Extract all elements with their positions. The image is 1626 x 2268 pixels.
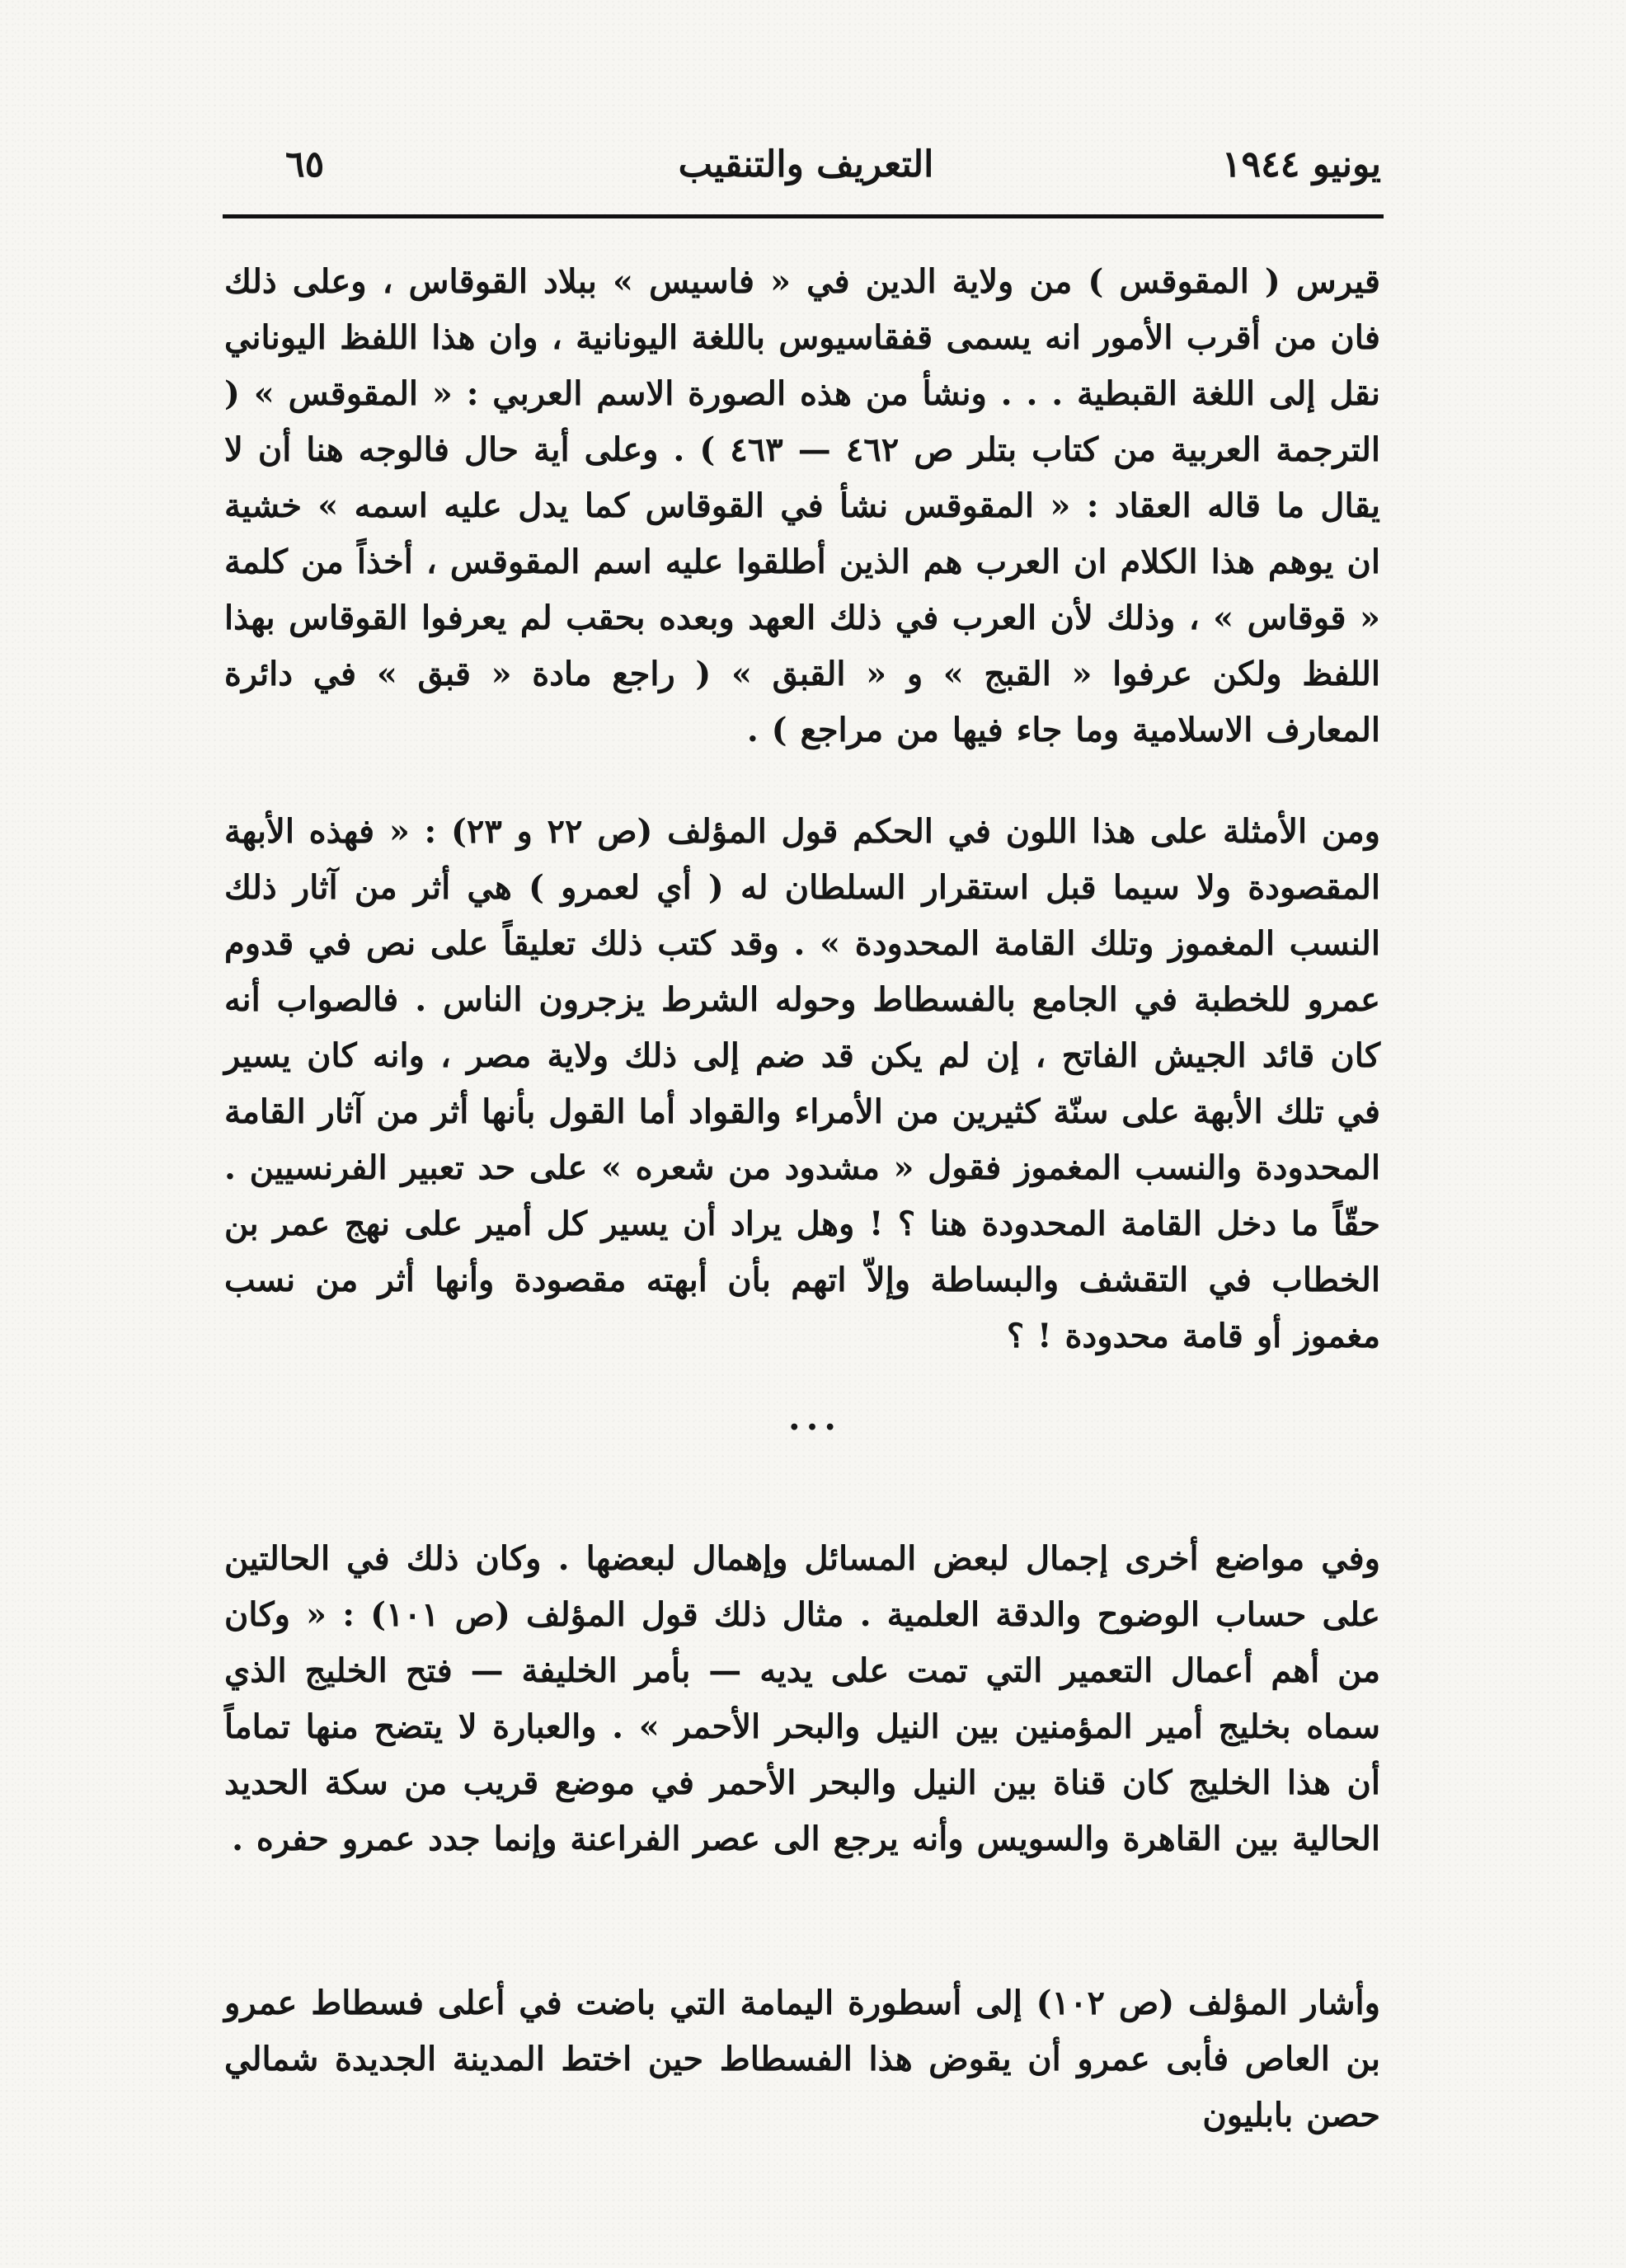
page-number: ٦٥ — [285, 143, 325, 185]
header-date: يونيو ١٩٤٤ — [1221, 143, 1381, 185]
header-title: التعريف والتنقيب — [678, 143, 934, 185]
paragraph-1: قيرس ( المقوقس ) من ولاية الدين في « فاسيس » ببلاد القوقاس ، وعلى ذلك فان من أقرب الأمور انه يسمى قفقاسيوس باللغة اليونانية ، وان هذا اللفظ اليوناني نقل إلى اللغة القبطية . . . ونشأ من هذه الصورة الاسم العربي : « المقوقس » ( الترجمة العربية من كتاب بتلر ص ٤٦٢ — ٤٦٣ ) . وعلى أية حال فالوجه هنا أن لا يقال ما قاله العقاد : « المقوقس نشأ في القوقاس كما يدل عليه اسمه » خشية ان يوهم هذا الكلام ان العرب هم الذين أطلقوا عليه اسم المقوقس ، أخذاً من كلمة « قوقاس » ، وذلك لأن العرب في ذلك العهد وبعده بحقب لم يعرفوا القوقاس بهذا اللفظ ولكن عرفوا « القبج » و « القبق » ( راجع مادة « قبق » في دائرة المعارف الاسلامية وما جاء فيها من مراجع ) . — [224, 262, 1381, 749]
paragraph-2: ومن الأمثلة على هذا اللون في الحكم قول المؤلف (ص ٢٢ و ٢٣) : « فهذه الأبهة المقصودة ولا سيما قبل استقرار السلطان له ( أي لعمرو ) هي أثر من آثار ذلك النسب المغموز وتلك القامة المحدودة » . وقد كتب ذلك تعليقاً على نص في قدوم عمرو للخطبة في الجامع بالفسطاط وحوله الشرط يزجرون الناس . فالصواب أنه كان قائد الجيش الفاتح ، إن لم يكن قد ضم إلى ذلك ولاية مصر ، وانه كان يسير في تلك الأبهة على سنّة كثيرين من الأمراء والقواد أما القول بأنها أثر من آثار القامة المحدودة والنسب المغموز فقول « مشدود من شعره » على حد تعبير الفرنسيين . حقّاً ما دخل القامة المحدودة هنا ؟ ! وهل يراد أن يسير كل أمير على نهج عمر بن الخطاب في التقشف والبساطة وإلاّ اتهم بأن أبهته مقصودة وأنها أثر من نسب مغموز أو قامة محدودة ! ؟ — [224, 812, 1381, 1355]
section-separator: • • • — [788, 1417, 836, 1439]
paragraph-4: وأشار المؤلف (ص ١٠٢) إلى أسطورة اليمامة التي باضت في أعلى فسطاط عمرو بن العاص فأبى عمرو أن يقوض هذا الفسطاط حين اختط المدينة الجديدة شمالي حصن بابليون — [224, 1984, 1380, 2134]
paragraph-3: وفي مواضع أخرى إجمال لبعض المسائل وإهمال لبعضها . وكان ذلك في الحالتين على حساب الوضوح والدقة العلمية . مثال ذلك قول المؤلف (ص ١٠١) : « وكان من أهم أعمال التعمير التي تمت على يديه — بأمر الخليفة — فتح الخليج الذي سماه بخليج أمير المؤمنين بين النيل والبحر الأحمر » . والعبارة لا يتضح منها تماماً أن هذا الخليج كان قناة بين النيل والبحر الأحمر في موضع قريب من سكة الحديد الحالية بين القاهرة والسويس وأنه يرجع الى عصر الفراعنة وإنما جدد عمرو حفره . — [224, 1539, 1380, 1858]
page-header — [231, 134, 1381, 196]
header-divider — [223, 214, 1384, 218]
